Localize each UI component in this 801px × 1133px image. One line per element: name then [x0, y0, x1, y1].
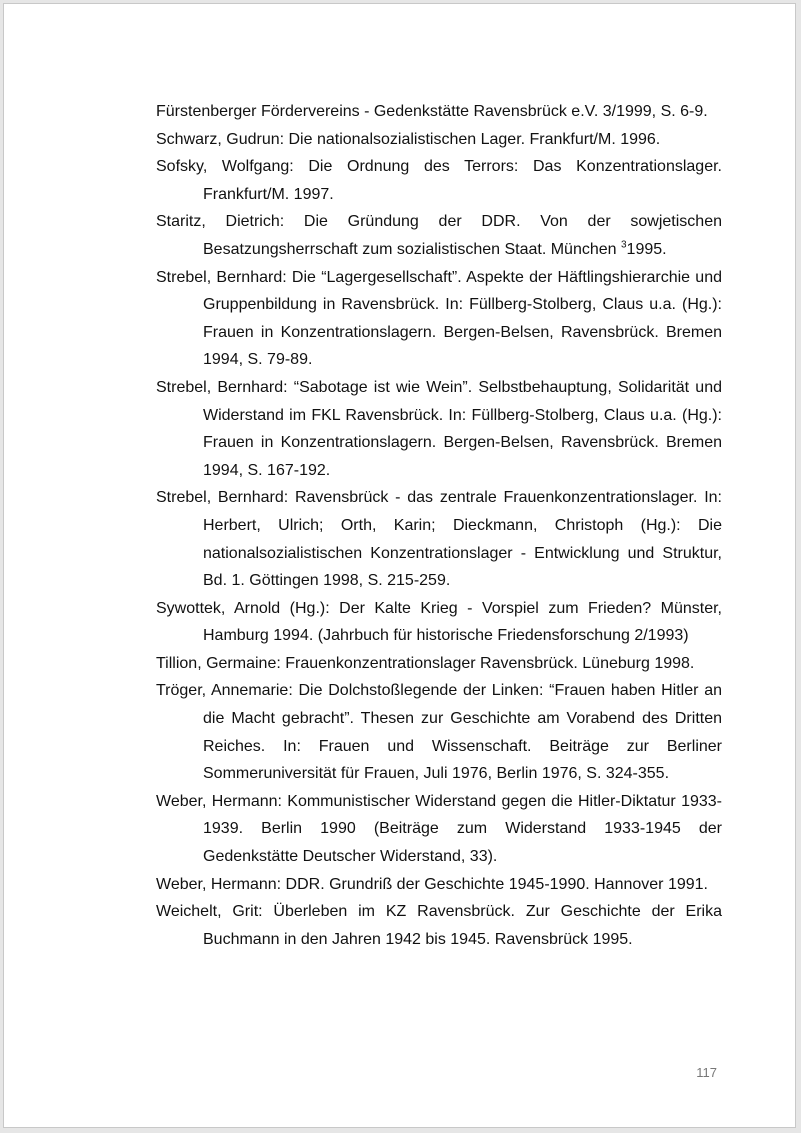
bibliography-entry: Sofsky, Wolfgang: Die Ordnung des Terrors: Das Konzentrationslager. Frankfurt/M. 1997.	[156, 158, 722, 203]
bibliography-entry	[156, 208, 722, 263]
page-number: 117	[696, 1065, 717, 1080]
bibliography-entry: Tillion, Germaine: Frauenkonzentrationslager Ravensbrück. Lüneburg 1998.	[156, 654, 695, 672]
bibliography-entry: Strebel, Bernhard: “Sabotage ist wie Wein”. Selbstbehauptung, Solidarität und Widerstand im FKL Ravensbrück. In: Füllberg-Stolberg, Claus u.a. (Hg.): Frauen in Konzentrationslagern. Bergen-Belsen, Ravensbrück. Bremen 1994, S. 167-192.	[156, 378, 722, 479]
bibliography-entry: Strebel, Bernhard: Ravensbrück - das zentrale Frauenkonzentrationslager. In: Herbert, Ulrich; Orth, Karin; Dieckmann, Christoph (Hg.): Die nationalsozialistischen Konzentrationslager - Entwicklung und Struktur, Bd. 1. Göttingen 1998, S. 215-259.	[156, 489, 722, 590]
bibliography-entry: Fürstenberger Fördervereins - Gedenkstätte Ravensbrück e.V. 3/1999, S. 6-9.	[156, 103, 708, 120]
bibliography-entry: Tröger, Annemarie: Die Dolchstoßlegende der Linken: “Frauen haben Hitler an die Macht gebracht”. Thesen zur Geschichte am Vorabend des Dritten Reiches. In: Frauen und Wissenschaft. Beiträge zur Berliner Sommeruniversität für Frauen, Juli 1976, Berlin 1976, S. 324-355.	[156, 682, 722, 783]
entry-text: Staritz, Dietrich: Die Gründung der DDR. Von der sowjetischen Besatzungsherrschaft zum sozialistischen Staat. München	[156, 213, 722, 258]
bibliography-entry: Sywottek, Arnold (Hg.): Der Kalte Krieg - Vorspiel zum Frieden? Münster, Hamburg 1994. (Jahrbuch für historische Friedensforschung 2/1993)	[156, 599, 722, 645]
edition-superscript: 3	[620, 239, 627, 251]
bibliography-entry: Weichelt, Grit: Überleben im KZ Ravensbrück. Zur Geschichte der Erika Buchmann in den Jahren 1942 bis 1945. Ravensbrück 1995.	[156, 903, 722, 948]
bibliography-list	[156, 98, 722, 953]
bibliography-entry: Weber, Hermann: Kommunistischer Widerstand gegen die Hitler-Diktatur 1933-1939. Berlin 1990 (Beiträge zum Widerstand 1933-1945 der Gedenkstätte Deutscher Widerstand, 33).	[156, 792, 722, 866]
document-page	[3, 3, 796, 1128]
bibliography-entry: Strebel, Bernhard: Die “Lagergesellschaft”. Aspekte der Häftlingshierarchie und Gruppenbildung in Ravensbrück. In: Füllberg-Stolberg, Claus u.a. (Hg.): Frauen in Konzentrationslagern. Bergen-Belsen, Ravensbrück. Bremen 1994, S. 79-89.	[156, 268, 722, 369]
entry-text: 1995.	[626, 240, 667, 258]
bibliography-entry: Weber, Hermann: DDR. Grundriß der Geschichte 1945-1990. Hannover 1991.	[156, 875, 708, 893]
bibliography-entry: Schwarz, Gudrun: Die nationalsozialistischen Lager. Frankfurt/M. 1996.	[156, 130, 661, 148]
